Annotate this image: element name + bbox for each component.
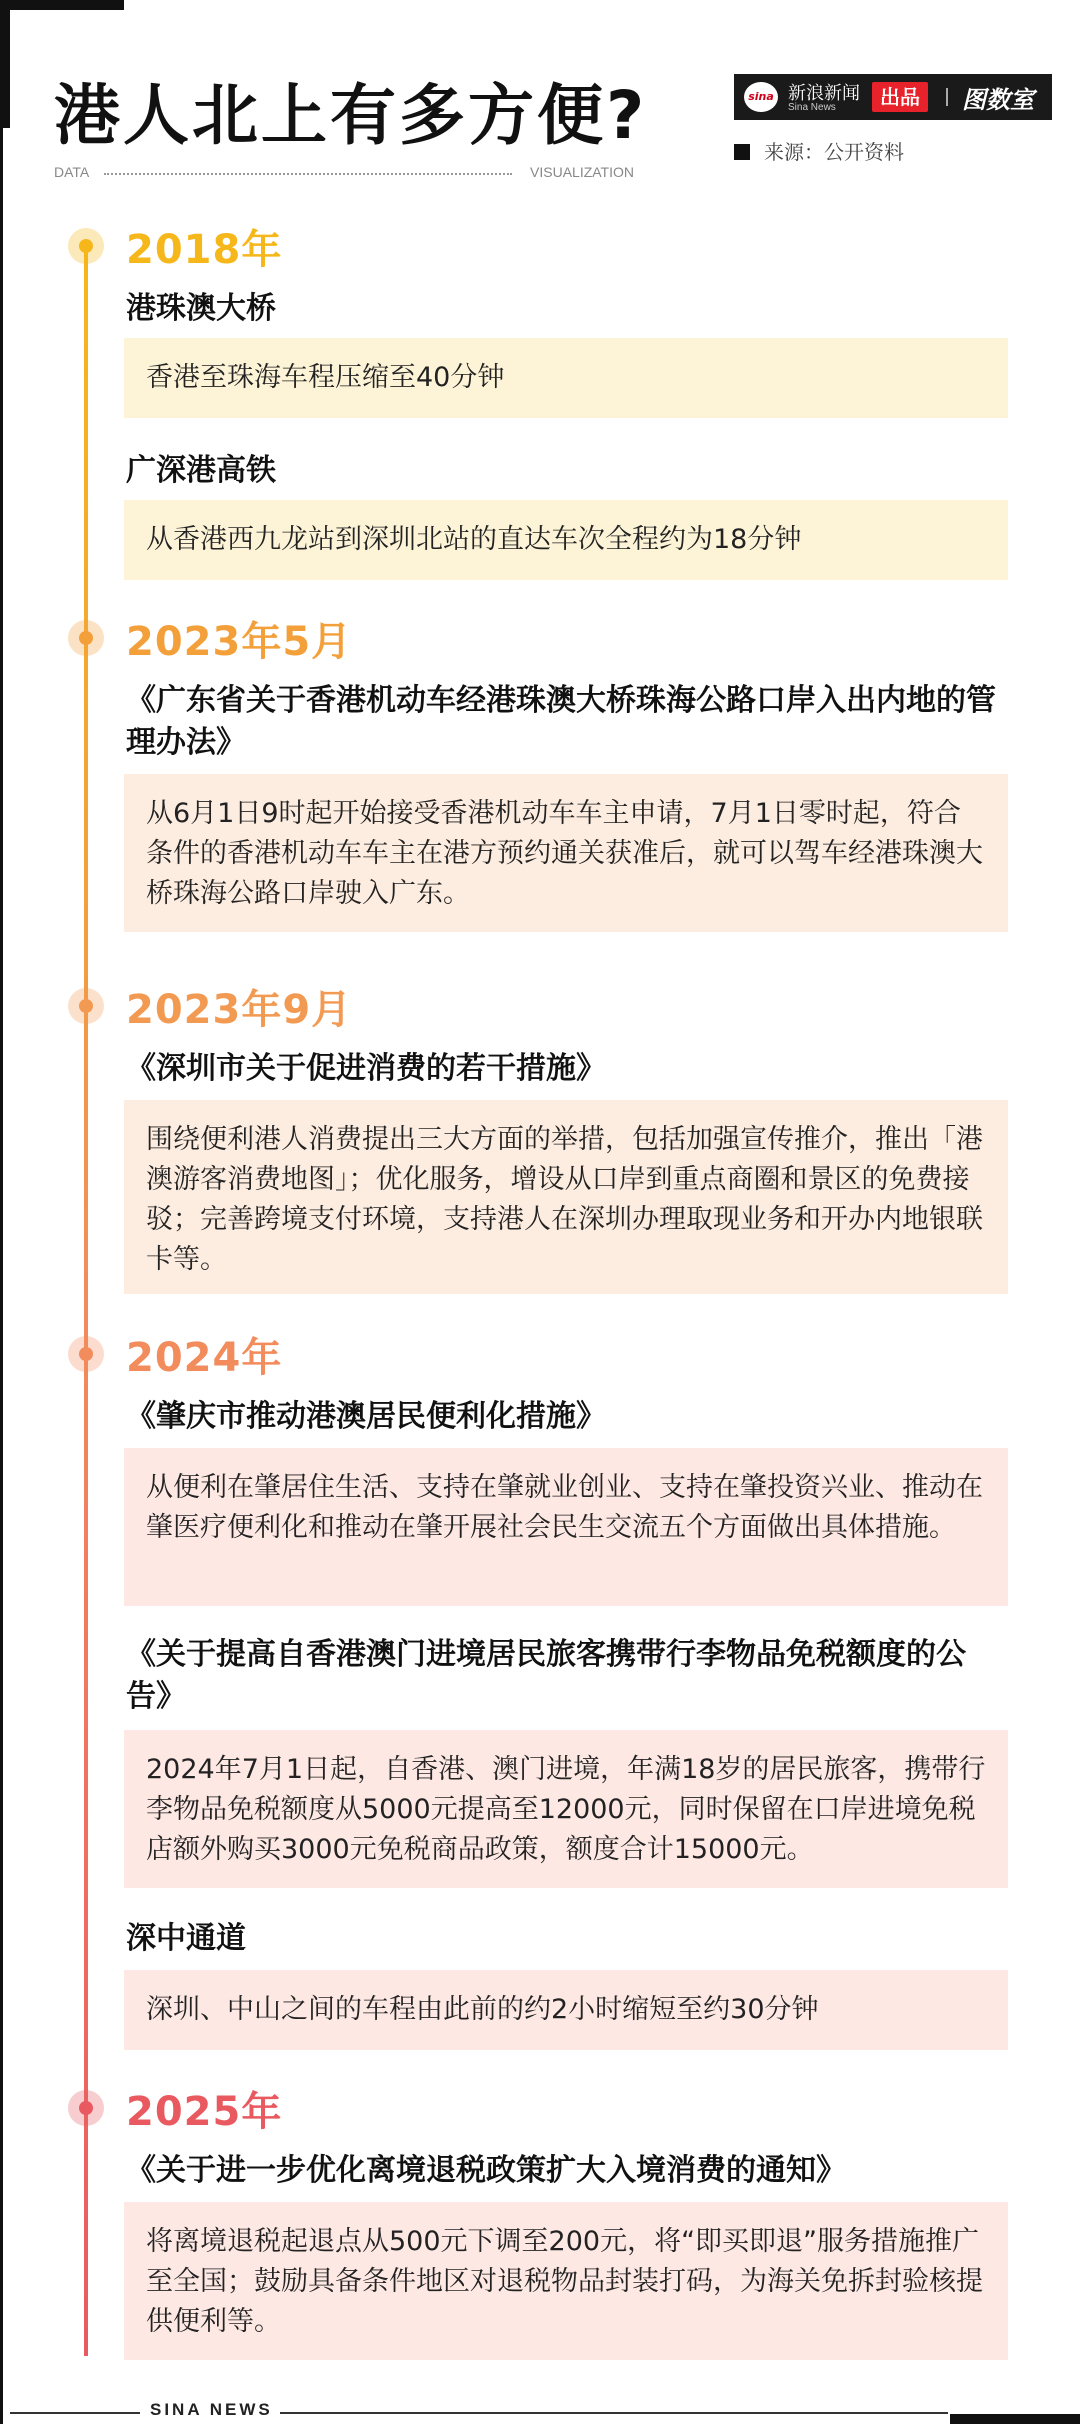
studio-logo: 图数室 (962, 86, 1034, 114)
footer-rule (10, 2412, 140, 2414)
item-description: 从香港西九龙站到深圳北站的直达车次全程约为18分钟 (124, 500, 1008, 580)
produced-badge: 出品 (872, 82, 928, 112)
corner-decoration (0, 0, 10, 128)
timeline-dot (68, 228, 104, 264)
page-title: 港人北上有多方便? (54, 77, 648, 154)
item-title: 深中通道 (126, 1921, 246, 1956)
brand-subtitle: Sina News (788, 102, 836, 113)
dotted-divider (104, 173, 512, 175)
timeline-year: 2023年5月 (126, 619, 353, 665)
brand-name: 新浪新闻 (788, 83, 860, 104)
sina-logo-icon: sina (744, 82, 778, 112)
item-title: 港珠澳大桥 (126, 291, 276, 326)
item-title: 广深港高铁 (126, 453, 276, 488)
item-description: 从便利在肇居住生活、支持在肇就业创业、支持在肇投资兴业、推动在肇医疗便利化和推动在肇开展社会民生交流五个方面做出具体措施。 (124, 1448, 1008, 1606)
data-label: DATA (54, 164, 90, 180)
source-text: 来源：公开资料 (764, 140, 904, 164)
data-visualization-rule (54, 162, 634, 184)
timeline-dot (68, 2090, 104, 2126)
item-description: 香港至珠海车程压缩至40分钟 (124, 338, 1008, 418)
timeline-dot (68, 1336, 104, 1372)
item-description: 围绕便利港人消费提出三大方面的举措，包括加强宣传推介，推出「港澳游客消费地图」；优化服务，增设从口岸到重点商圈和景区的免费接驳；完善跨境支付环境，支持港人在深圳办理取现业务和开办内地银联卡等。 (124, 1100, 1008, 1294)
item-description: 将离境退税起退点从500元下调至200元，将“即买即退”服务措施推广至全国；鼓励具备条件地区对退税物品封装打码，为海关免拆封验核提供便利等。 (124, 2202, 1008, 2360)
footer-brand: SINA NEWS (150, 2400, 273, 2419)
item-title: 《深圳市关于促进消费的若干措施》 (126, 1051, 606, 1086)
timeline-dot (68, 620, 104, 656)
timeline-dot (68, 988, 104, 1024)
item-description: 深圳、中山之间的车程由此前的约2小时缩短至约30分钟 (124, 1970, 1008, 2050)
item-title: 《广东省关于香港机动车经港珠澳大桥珠海公路口岸入出内地的管理办法》 (126, 683, 996, 760)
timeline-year: 2018年 (126, 227, 283, 273)
timeline-year: 2025年 (126, 2089, 283, 2135)
item-title: 《关于提高自香港澳门进境居民旅客携带行李物品免税额度的公告》 (126, 1637, 966, 1714)
item-title: 《关于进一步优化离境退税政策扩大入境消费的通知》 (126, 2153, 846, 2188)
footer (0, 2400, 1080, 2424)
source-note (734, 136, 904, 165)
footer-rule (280, 2412, 948, 2414)
item-description: 从6月1日9时起开始接受香港机动车车主申请，7月1日零时起，符合条件的香港机动车车主在港方预约通关获准后，就可以驾车经港珠澳大桥珠海公路口岸驶入广东。 (124, 774, 1008, 932)
visualization-label: VISUALIZATION (530, 164, 634, 180)
timeline-year: 2024年 (126, 1335, 283, 1381)
timeline-year: 2023年9月 (126, 987, 353, 1033)
item-description: 2024年7月1日起，自香港、澳门进境，年满18岁的居民旅客，携带行李物品免税额度从5000元提高至12000元，同时保留在口岸进境免税店额外购买3000元免税商品政策，额度合计15000元。 (124, 1730, 1008, 1888)
item-title: 《肇庆市推动港澳居民便利化措施》 (126, 1399, 606, 1434)
brand-bar (734, 74, 1052, 120)
square-bullet-icon (734, 144, 750, 160)
corner-decoration (0, 0, 124, 10)
timeline-line (84, 246, 88, 2356)
brand-separator (946, 88, 948, 106)
